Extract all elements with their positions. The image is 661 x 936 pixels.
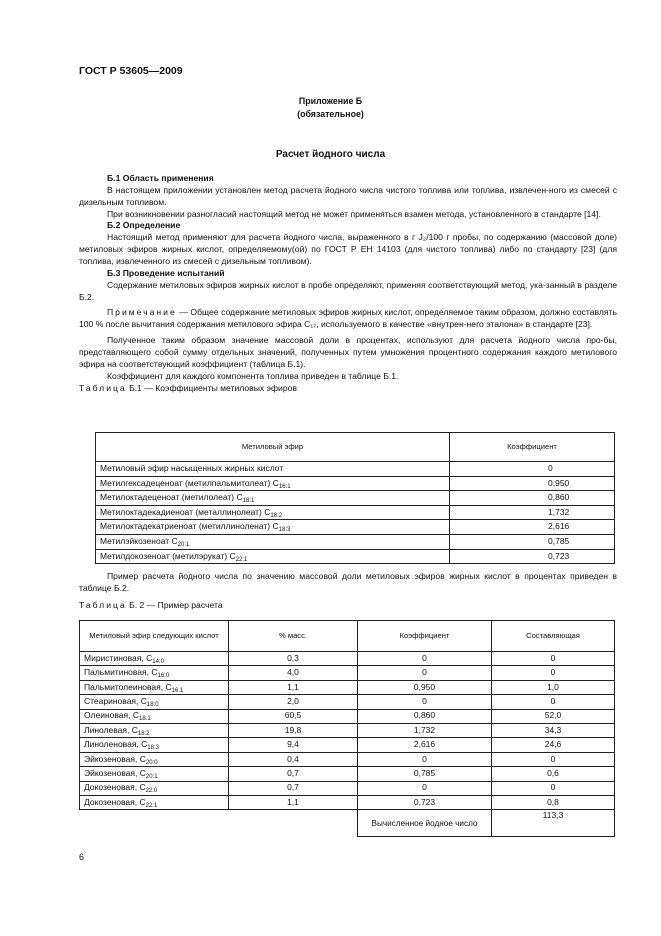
- acid-name: Эйкозеновая, С: [84, 753, 146, 764]
- component-cell: 0,6: [492, 767, 615, 781]
- component-cell: 34,3: [492, 723, 615, 737]
- component-cell: 0: [492, 666, 615, 680]
- table1-caption-text: Б.1 — Коэффициенты метиловых эфиров: [129, 382, 297, 393]
- coefficient-cell: 0: [358, 781, 492, 795]
- ester-name-cell: [96, 520, 450, 535]
- chain-subscript: 22:0: [145, 788, 158, 795]
- column-header: % масс.: [229, 621, 358, 652]
- ester-name: Метилоктадекадиеноат (металлинолеат) С: [100, 506, 271, 517]
- coefficient-cell: 2,616: [358, 738, 492, 752]
- mass-percent-cell: 19,8: [229, 723, 358, 737]
- table-row: [96, 549, 615, 564]
- component-cell: 0: [492, 695, 615, 709]
- table-row: [80, 652, 615, 666]
- ester-name-cell: [96, 462, 450, 477]
- coefficient-cell: 0,785: [450, 534, 615, 549]
- acid-name: Олеиновая, С: [84, 710, 139, 721]
- acid-name-cell: [80, 666, 229, 680]
- table-row: [96, 520, 615, 535]
- column-header: Коэффициент: [450, 433, 615, 462]
- section-heading-b1: Б.1 Область применения: [107, 173, 214, 183]
- appendix-status: (обязательное): [297, 108, 364, 119]
- coefficient-cell: 0: [358, 695, 492, 709]
- acid-name: Линоленовая, С: [84, 739, 148, 750]
- component-cell: 0: [492, 752, 615, 766]
- total-value-cell: 113,3: [492, 810, 615, 837]
- note: [79, 307, 617, 331]
- component-cell: 24,6: [492, 738, 615, 752]
- paragraph: Настоящий метод применяют для расчета йодного числа, выраженного в г J₂/100 г пробы, по содержанию (массовой доле) метиловых эфиров жирных кислот, определяемому(ой) по ГОСТ Р ЕН 14103 (для чистого топлива) либо по стандарту [23] (для топлива, извлеченного из смесей с дизельным топливом).: [79, 232, 617, 267]
- coefficient-cell: 0: [358, 652, 492, 666]
- column-header: Составляющая: [492, 621, 615, 652]
- paragraph: Коэффициент для каждого компонента топлива приведен в таблице Б.1.: [107, 370, 399, 381]
- mass-percent-cell: 60,5: [229, 709, 358, 723]
- chain-subscript: 18:3: [278, 527, 291, 534]
- table-row: [80, 738, 615, 752]
- ester-name-cell: [96, 491, 450, 506]
- ester-name: Метилгексадеценоат (метилпальмитолеат) С: [100, 477, 279, 488]
- table-row: [80, 752, 615, 766]
- note-label: Примечание: [107, 307, 177, 318]
- mass-percent-cell: 9,4: [229, 738, 358, 752]
- acid-name: Докозеновая, С: [84, 796, 146, 807]
- table-row: [96, 476, 615, 491]
- document-body: [79, 173, 617, 394]
- coefficient-cell: 1,732: [450, 505, 615, 520]
- chain-subscript: 18:2: [270, 512, 283, 519]
- ester-name: Метилдокозеноат (метилэрукат) С: [100, 550, 236, 561]
- acid-name-cell: [80, 795, 229, 809]
- ester-name-cell: [96, 534, 450, 549]
- chain-subscript: 18:1: [138, 716, 151, 723]
- coefficient-cell: 0,723: [450, 549, 615, 564]
- table-row: [96, 534, 615, 549]
- total-label-cell: Вычисленное йодное число: [358, 810, 492, 837]
- coefficient-cell: 0,950: [450, 476, 615, 491]
- mass-percent-cell: 0,3: [229, 652, 358, 666]
- chain-subscript: 16:1: [171, 687, 184, 694]
- component-cell: 1,0: [492, 680, 615, 694]
- appendix-heading: [0, 95, 661, 121]
- coefficient-cell: 1,732: [358, 723, 492, 737]
- chain-subscript: 18:0: [146, 702, 159, 708]
- mass-percent-cell: 0,4: [229, 752, 358, 766]
- total-row: [80, 810, 615, 837]
- coefficient-cell: 0: [358, 666, 492, 680]
- table-header-row: [80, 621, 615, 652]
- table-row: [80, 781, 615, 795]
- coefficient-cell: 2,616: [450, 520, 615, 535]
- section-heading-b2: Б.2 Определение: [107, 220, 181, 231]
- acid-name-cell: [80, 680, 229, 694]
- table2-caption-label: Таблица: [79, 599, 127, 610]
- mass-percent-cell: 4,0: [229, 666, 358, 680]
- acid-name-cell: [80, 738, 229, 752]
- acid-name: Стеариновая, С: [84, 696, 147, 706]
- table-row: [96, 505, 615, 520]
- ester-name: Метилэйкозеноат С: [100, 535, 178, 546]
- coefficient-cell: 0,950: [358, 680, 492, 694]
- table1-caption: [79, 383, 617, 395]
- page-title: Расчет йодного числа: [275, 149, 386, 160]
- chain-subscript: 18:2: [137, 730, 150, 737]
- example-block: [79, 571, 617, 612]
- calculation-table: [79, 620, 615, 837]
- paragraph: При возникновении разногласий настоящий метод не может применяться взамен метода, установленного в стандарте [14].: [107, 208, 601, 219]
- column-header: Коэффициент: [358, 621, 492, 652]
- page-number: 6: [79, 852, 85, 862]
- acid-name-cell: [80, 767, 229, 781]
- table-row: [80, 666, 615, 680]
- chain-subscript: 22:1: [235, 556, 248, 563]
- appendix-name: Приложение Б: [298, 96, 363, 106]
- acid-name: Линолевая, С: [84, 724, 138, 735]
- note-text: — Общее содержание метиловых эфиров жирных кислот, определяемое таким образом, должно составлять 100 % после вычитания содержания метилового эфира С₁₇, используемого в качестве «внутрен-него эталона» в стандарте [23].: [79, 307, 617, 330]
- acid-name-cell: [80, 652, 229, 666]
- chain-subscript: 14:0: [152, 658, 164, 665]
- table-row: [80, 795, 615, 809]
- coefficient-cell: 0,785: [358, 767, 492, 781]
- paragraph: В настоящем приложении установлен метод расчета йодного числа чистого топлива или топлива, извлечен-ного из смесей с дизельным топливом.: [79, 184, 617, 207]
- table2-caption-text: Б. 2 — Пример расчета: [129, 599, 223, 610]
- table-row: [96, 491, 615, 506]
- table1-caption-label: Таблица: [79, 382, 127, 393]
- mass-percent-cell: 0,7: [229, 767, 358, 781]
- component-cell: 0: [492, 652, 615, 666]
- ester-name-cell: [96, 549, 450, 564]
- example-paragraph: Пример расчета йодного числа по значению массовой доли метиловых эфиров жирных кислот в процентах приведен в таблице Б.2.: [79, 571, 617, 593]
- coefficient-cell: 0: [450, 462, 615, 477]
- acid-name: Миристиновая, С: [84, 652, 153, 663]
- acid-name-cell: [80, 695, 229, 709]
- coefficients-table: [95, 432, 615, 564]
- mass-percent-cell: 2,0: [229, 695, 358, 709]
- chain-subscript: 20:1: [177, 541, 190, 548]
- ester-name-cell: [96, 505, 450, 520]
- empty-cell: [229, 810, 358, 837]
- coefficient-cell: 0: [358, 752, 492, 766]
- chain-subscript: 22:1: [145, 802, 158, 809]
- paragraph: Содержание метиловых эфиров жирных кислот в пробе определяют, применяя соответствующий метод, ука-занный в разделе Б.2.: [79, 279, 617, 302]
- component-cell: 0: [492, 781, 615, 795]
- column-header: Метиловый эфир следующих кислот: [80, 621, 229, 652]
- chain-subscript: 18:3: [147, 745, 159, 752]
- table2-caption: [79, 600, 617, 612]
- chain-subscript: 20:0: [145, 759, 158, 766]
- mass-percent-cell: 0,7: [229, 781, 358, 795]
- acid-name: Пальмитолеиновая, С: [84, 681, 172, 692]
- chain-subscript: 20:1: [145, 773, 158, 780]
- ester-name: Метилоктадекатриеноат (метиллиноленат) С: [100, 521, 279, 532]
- ester-name-cell: [96, 476, 450, 491]
- ester-name: Метилоктадеценоат (метилолеат) С: [100, 492, 243, 503]
- mass-percent-cell: 1,1: [229, 680, 358, 694]
- table-row: [80, 709, 615, 723]
- acid-name-cell: [80, 709, 229, 723]
- document-header: ГОСТ Р 53605—2009: [79, 65, 183, 77]
- table-row: [80, 680, 615, 694]
- table-row: [80, 767, 615, 781]
- empty-cell: [80, 810, 229, 837]
- acid-name-cell: [80, 723, 229, 737]
- acid-name: Эйкозеновая, С: [84, 767, 146, 778]
- acid-name: Докозеновая, С: [84, 782, 146, 793]
- acid-name-cell: [80, 781, 229, 795]
- table-row: [96, 462, 615, 477]
- coefficient-cell: 0,860: [450, 491, 615, 506]
- chain-subscript: 18:1: [242, 498, 255, 505]
- chain-subscript: 16:0: [157, 673, 170, 680]
- coefficient-cell: 0,860: [358, 709, 492, 723]
- acid-name-cell: [80, 752, 229, 766]
- paragraph: Полученное таким образом значение массовой доли в процентах, используют для расчета йодного числа про-бы, представляющего собой сумму отдельных значений, полученных путем умножения процентного содержания каждого метилового эфира на соответствующий коэффициент (таблица Б.1).: [79, 335, 617, 369]
- table-header-row: [96, 433, 615, 462]
- acid-name: Пальмитиновая, С: [84, 667, 158, 678]
- component-cell: 52,0: [492, 709, 615, 723]
- section-heading-b3: Б.3 Проведение испытаний: [107, 267, 225, 278]
- ester-name: Метиловый эфир насыщенных жирных кислот: [100, 462, 284, 473]
- table-row: [80, 723, 615, 737]
- chain-subscript: 16:1: [278, 483, 291, 490]
- column-header: Метиловый эфир: [96, 433, 450, 462]
- mass-percent-cell: 1,1: [229, 795, 358, 809]
- component-cell: 0,8: [492, 795, 615, 809]
- coefficient-cell: 0,723: [358, 795, 492, 809]
- table-row: [80, 695, 615, 709]
